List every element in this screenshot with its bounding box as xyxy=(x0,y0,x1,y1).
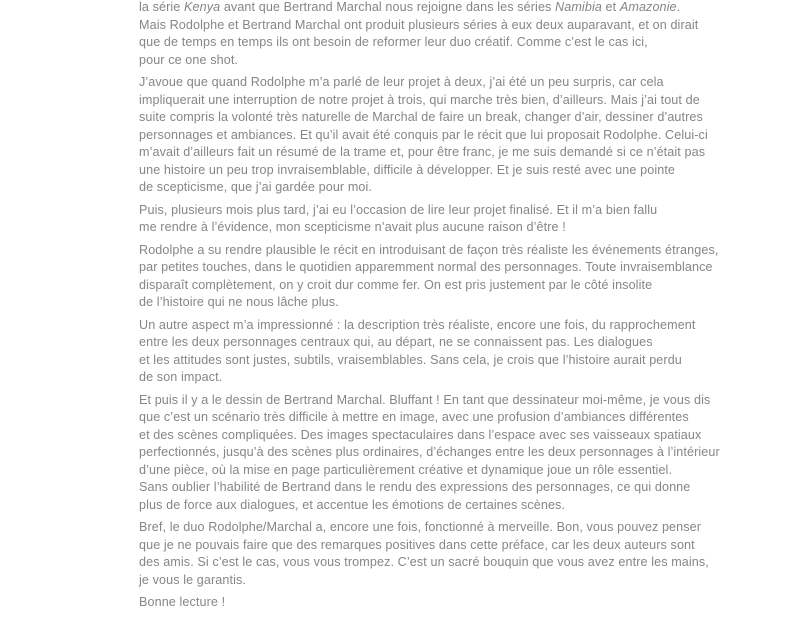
text-line: et des scènes compliquées. Des images spectaculaires dans l’espace avec ses vaisseaux spatiaux xyxy=(139,427,702,442)
text-line xyxy=(139,0,681,17)
text-line: m’avait d’ailleurs fait un résumé de la trame et, pour être franc, je me suis demandé si ce n’était pas xyxy=(139,145,706,159)
text-segment: la série xyxy=(139,0,184,14)
text-segment: avant que Bertrand Marchal nous rejoigne dans les séries xyxy=(220,0,556,14)
series-title: Amazonie xyxy=(619,0,677,14)
paragraph xyxy=(139,202,669,237)
paragraph xyxy=(139,519,709,589)
text-line: suite compris la volonté très naturelle de Marchal de faire un break, changer d’air, dessiner d’autres xyxy=(139,110,703,124)
text-line: que de temps en temps ils ont besoin de reformer leur duo créatif. Comme c’est le cas ici, xyxy=(139,35,648,49)
preface-text xyxy=(139,0,720,617)
text-line: de l’histoire qui ne nous lâche plus. xyxy=(139,295,339,309)
text-line: Puis, plusieurs mois plus tard, j’ai eu l’occasion de lire leur projet finalisé. Et il m’a bien fallu xyxy=(139,202,658,217)
text-line: de scepticisme, que j’ai gardée pour moi. xyxy=(139,180,373,194)
text-line: plus de force aux dialogues, et accentue les émotions de certaines scènes. xyxy=(139,497,566,512)
text-line: par petites touches, dans le quotidien apparemment normal des personnages. Toute invraisemblance xyxy=(139,260,713,274)
series-title: Kenya xyxy=(184,0,221,14)
text-line: Bref, le duo Rodolphe/Marchal a, encore une fois, fonctionné à merveille. Bon, vous pouvez penser xyxy=(139,520,702,534)
text-line: Un autre aspect m’a impressionné : la description très réaliste, encore une fois, du rapprochement xyxy=(139,317,696,332)
paragraph xyxy=(139,317,696,387)
text-line: Et puis il y a le dessin de Bertrand Marchal. Bluffant ! En tant que dessinateur moi-même, je vous dis xyxy=(139,392,711,407)
text-line: me rendre à l’évidence, mon scepticisme n’avait plus aucune raison d’être ! xyxy=(139,220,566,234)
text-segment: et xyxy=(601,0,620,14)
text-line: que c’est un scénario très difficile à mettre en image, avec une profusion d’ambiances différentes xyxy=(139,410,689,424)
text-line: disparaît complètement, on y croit dur comme fer. On est pris justement par le côté insolite xyxy=(139,277,653,292)
paragraph xyxy=(139,392,720,515)
paragraph xyxy=(139,74,708,197)
text-line: Sans oublier l’habilité de Bertrand dans le rendu des expressions des personnages, ce qui donne xyxy=(139,480,691,494)
text-line: d’une pièce, où la mise en page particulièrement créative et dynamique joue un rôle essentiel. xyxy=(139,462,673,477)
text-line: je vous le garantis. xyxy=(139,572,247,587)
text-line: Bonne lecture ! xyxy=(139,595,226,609)
text-line: pour ce one shot. xyxy=(139,52,239,67)
paragraph xyxy=(139,594,669,612)
text-line: Mais Rodolphe et Bertrand Marchal ont produit plusieurs séries à eux deux auparavant, et on dirait xyxy=(139,17,699,32)
series-title: Namibia xyxy=(555,0,602,14)
text-line: J’avoue que quand Rodolphe m’a parlé de leur projet à deux, j’ai été un peu surpris, car cela xyxy=(139,75,664,89)
paragraph xyxy=(139,0,699,69)
text-line: Rodolphe a su rendre plausible le récit en introduisant de façon très réaliste les événements étranges, xyxy=(139,242,719,257)
text-line: de son impact. xyxy=(139,370,223,384)
text-line: des amis. Si c’est le cas, vous vous trompez. C’est un sacré bouquin que vous avez entre les mains, xyxy=(139,555,709,569)
paragraph xyxy=(139,242,719,312)
text-segment: . xyxy=(676,0,681,14)
text-line: que je ne pouvais faire que des remarques positives dans cette préface, car les deux auteurs sont xyxy=(139,537,695,552)
text-line: une histoire un peu trop invraisemblable, difficile à développer. Et je suis resté avec une pointe xyxy=(139,162,676,177)
text-line: personnages et ambiances. Et qu’il avait été conquis par le récit que lui proposait Rodolphe. Celui-ci xyxy=(139,127,708,142)
text-line: impliquerait une interruption de notre projet à trois, qui marche très bien, d’ailleurs. Mais j’ai tout de xyxy=(139,92,700,107)
text-line: et les attitudes sont justes, subtils, vraisemblables. Sans cela, je crois que l’histoire aurait perdu xyxy=(139,352,682,367)
text-line: entre les deux personnages centraux qui, au départ, ne se connaissent pas. Les dialogues xyxy=(139,335,653,349)
text-line: perfectionnés, jusqu’à des scènes plus ordinaires, d’échanges entre les deux personnages à l’intérieur xyxy=(139,445,720,459)
